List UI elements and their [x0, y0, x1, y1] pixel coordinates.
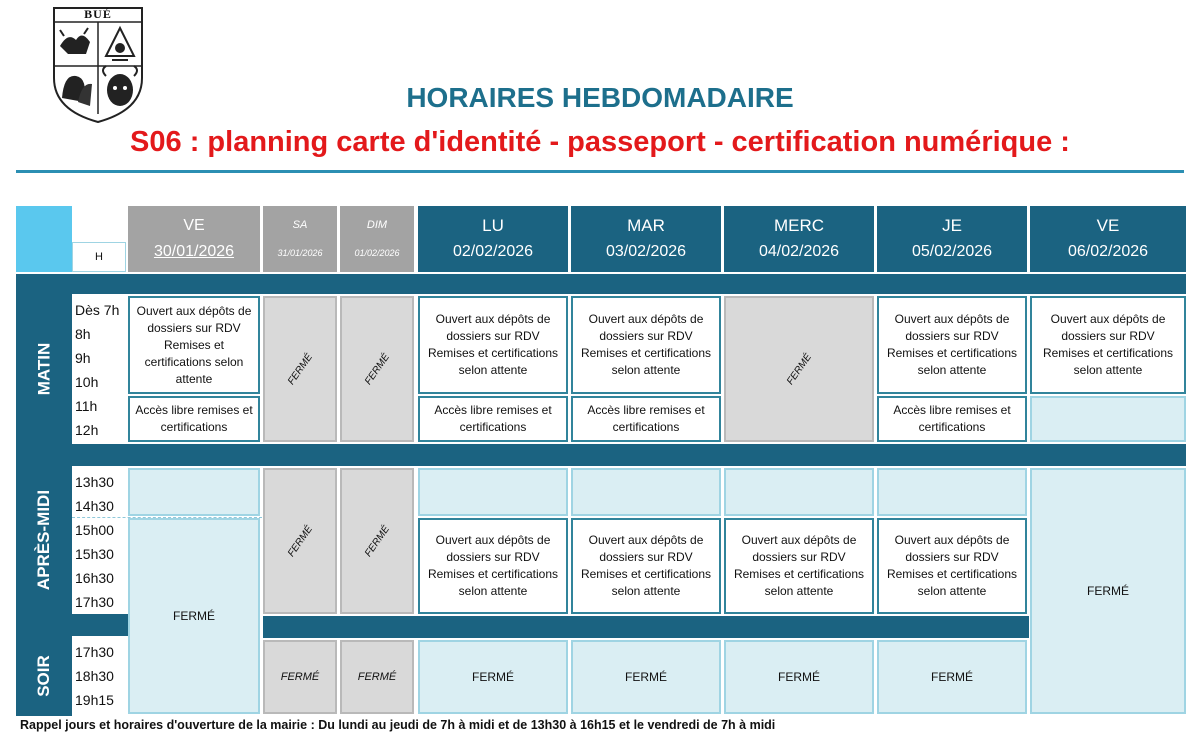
hour-label: Dès 7h [75, 302, 120, 318]
column-date: 04/02/2026 [758, 243, 840, 260]
slot-text: Accès libre remises et [587, 403, 705, 417]
slot-dim-morning-closed [340, 296, 414, 442]
slot-je-evening-closed [877, 640, 1027, 714]
hours-soir [72, 636, 128, 716]
column-day: VE [183, 217, 205, 234]
hour-label: 12h [75, 422, 99, 438]
hours-matin [72, 294, 128, 444]
slot-sa-morning-closed [263, 296, 337, 442]
closed-text: FERMÉ [784, 351, 814, 387]
slot-text: Accès libre remises et [893, 403, 1011, 417]
column-date: 01/02/2026 [354, 248, 400, 258]
column-header-ve-30 [128, 206, 260, 272]
hours-apres-midi [72, 466, 128, 614]
corner-cell [16, 206, 72, 272]
slot-text: Remises et certifications [580, 346, 712, 360]
slot-text: Ouvert aux dépôts de [1050, 312, 1166, 326]
slot-text: Remises et certifications [427, 346, 559, 360]
slot-text: dossiers sur RDV [905, 329, 999, 343]
hour-label: 15h00 [75, 522, 114, 538]
slot-sa-evening-closed [263, 640, 337, 714]
schedule-table [16, 206, 1186, 716]
slot-text: Remises et certifications [1042, 346, 1174, 360]
hour-label: 9h [75, 350, 91, 366]
slot-text: Ouvert aux dépôts de [741, 533, 857, 547]
slot-text: dossiers sur RDV [905, 550, 999, 564]
hour-label: 17h30 [75, 644, 114, 660]
slot-text: Ouvert aux dépôts de [894, 533, 1010, 547]
slot-lu-morning-free-access [418, 396, 568, 442]
slot-je-afternoon-appointments [877, 518, 1027, 614]
separator-band [16, 444, 1186, 466]
slot-text: selon attente [458, 363, 528, 377]
slot-dim-afternoon-closed [340, 468, 414, 614]
slot-text: Remises et certifications [427, 567, 559, 581]
column-date: 31/01/2026 [277, 248, 323, 258]
column-day: MERC [773, 216, 825, 235]
slot-text: selon attente [917, 363, 987, 377]
closed-text: FERMÉ [362, 523, 392, 559]
closed-text: FERMÉ [357, 671, 397, 683]
slot-je-morning-appointments [877, 296, 1027, 394]
slot-je-afternoon-empty [877, 468, 1027, 516]
hour-label: 18h30 [75, 668, 114, 684]
slot-text: dossiers sur RDV [147, 320, 241, 335]
slot-text: selon attente [1073, 363, 1143, 377]
closed-text: FERMÉ [931, 670, 973, 684]
column-header-mar [571, 206, 721, 272]
section-label-apres-midi [16, 466, 72, 614]
column-day: DIM [366, 219, 388, 231]
slot-text: Remises et certifications [580, 567, 712, 581]
slot-text: Accès libre remises et [135, 403, 253, 417]
slot-text: selon attente [611, 363, 681, 377]
slot-text: Ouvert aux dépôts de [588, 312, 704, 326]
slot-ve06-morning-appointments [1030, 296, 1186, 394]
closed-text: FERMÉ [280, 671, 320, 683]
slot-lu-evening-closed [418, 640, 568, 714]
slot-mar-afternoon-appointments [571, 518, 721, 614]
separator-band [16, 614, 128, 636]
slot-ve30-afternoon-closed [128, 518, 260, 714]
slot-ve30-morning-appointments [128, 296, 260, 394]
column-day: LU [482, 216, 504, 235]
column-date: 02/02/2026 [452, 243, 534, 260]
slot-ve30-afternoon-empty [128, 468, 260, 516]
slot-text: Ouvert aux dépôts de [435, 533, 551, 547]
hour-label: 16h30 [75, 570, 114, 586]
slot-text: certifications [160, 420, 228, 434]
slot-text: dossiers sur RDV [599, 550, 693, 564]
slot-text: Remises et certifications [886, 567, 1018, 581]
slot-text: certifications [612, 420, 680, 434]
column-header-sa [263, 206, 337, 272]
page-title: HORAIRES HEBDOMADAIRE [406, 82, 794, 113]
slot-lu-afternoon-appointments [418, 518, 568, 614]
hours-header: H [72, 242, 126, 272]
title-divider [16, 170, 1184, 173]
hour-label: 17h30 [75, 594, 114, 610]
slot-mar-morning-appointments [571, 296, 721, 394]
slot-dim-evening-closed [340, 640, 414, 714]
slot-text: Ouvert aux dépôts de [588, 533, 704, 547]
slot-text: selon attente [611, 584, 681, 598]
slot-text: Accès libre remises et [434, 403, 552, 417]
column-date: 03/02/2026 [605, 243, 687, 260]
column-date: 06/02/2026 [1067, 243, 1149, 260]
section-text: MATIN [34, 342, 53, 396]
crest-name: BUÉ [84, 7, 112, 21]
hour-label: 11h [75, 398, 98, 414]
section-label-soir [16, 636, 72, 716]
opening-hours-reminder: Rappel jours et horaires d'ouverture de la mairie : Du lundi au jeudi de 7h à midi et de 13h30 à 16h15 et le vendredi de 7h à midi [20, 718, 776, 732]
slot-text: selon attente [917, 584, 987, 598]
slot-merc-morning-closed [724, 296, 874, 442]
column-day: JE [942, 216, 962, 235]
slot-text: Ouvert aux dépôts de [435, 312, 551, 326]
closed-text: FERMÉ [285, 351, 315, 387]
section-text: APRÈS-MIDI [34, 489, 53, 591]
hour-label: 8h [75, 326, 91, 342]
separator-band [263, 616, 1029, 638]
separator-band [16, 274, 1186, 294]
slot-text: Remises et certifications [733, 567, 865, 581]
slot-text: certifications [918, 420, 986, 434]
slot-text: dossiers sur RDV [599, 329, 693, 343]
slot-merc-afternoon-empty [724, 468, 874, 516]
slot-ve06-morning-empty [1030, 396, 1186, 442]
corner-blank [72, 206, 126, 242]
hour-label: 14h30 [75, 498, 114, 514]
column-date: 05/02/2026 [911, 243, 993, 260]
slot-merc-afternoon-appointments [724, 518, 874, 614]
closed-text: FERMÉ [1087, 584, 1129, 598]
slot-mar-morning-free-access [571, 396, 721, 442]
hour-label: 19h15 [75, 692, 114, 708]
column-header-merc [724, 206, 874, 272]
slot-text: dossiers sur RDV [446, 329, 540, 343]
hour-label: 15h30 [75, 546, 114, 562]
hour-label: 13h30 [75, 474, 114, 490]
column-date: 30/01/2026 [153, 243, 235, 260]
slot-ve06-afternoon-closed [1030, 468, 1186, 714]
slot-text: Ouvert aux dépôts de [136, 303, 252, 318]
slot-je-morning-free-access [877, 396, 1027, 442]
column-header-lu [418, 206, 568, 272]
slot-text: certifications selon [144, 354, 244, 369]
closed-text: FERMÉ [625, 670, 667, 684]
slot-text: selon attente [764, 584, 834, 598]
slot-text: certifications [459, 420, 527, 434]
column-header-je [877, 206, 1027, 272]
column-header-dim [340, 206, 414, 272]
closed-text: FERMÉ [778, 670, 820, 684]
slot-sa-afternoon-closed [263, 468, 337, 614]
closed-text: FERMÉ [472, 670, 514, 684]
closed-text: FERMÉ [285, 523, 315, 559]
slot-lu-morning-appointments [418, 296, 568, 394]
slot-merc-evening-closed [724, 640, 874, 714]
slot-text: dossiers sur RDV [1061, 329, 1155, 343]
slot-text: dossiers sur RDV [752, 550, 846, 564]
column-header-ve-06 [1030, 206, 1186, 272]
slot-mar-afternoon-empty [571, 468, 721, 516]
closed-text: FERMÉ [362, 351, 392, 387]
slot-mar-evening-closed [571, 640, 721, 714]
slot-text: selon attente [458, 584, 528, 598]
closed-text: FERMÉ [173, 609, 215, 623]
slot-text: Ouvert aux dépôts de [894, 312, 1010, 326]
hour-label: 10h [75, 374, 99, 390]
column-day: VE [1096, 216, 1120, 235]
page-subtitle: S06 : planning carte d'identité - passeport - certification numérique : [130, 126, 1070, 158]
section-text: SOIR [34, 655, 53, 697]
slot-lu-afternoon-empty [418, 468, 568, 516]
slot-text: Remises et certifications [886, 346, 1018, 360]
column-day: MAR [627, 216, 665, 235]
column-day: SA [292, 219, 308, 231]
slot-text: Remises et [163, 337, 225, 352]
slot-ve30-morning-free-access [128, 396, 260, 442]
section-label-matin [16, 294, 72, 444]
slot-text: dossiers sur RDV [446, 550, 540, 564]
slot-text: attente [175, 371, 213, 386]
